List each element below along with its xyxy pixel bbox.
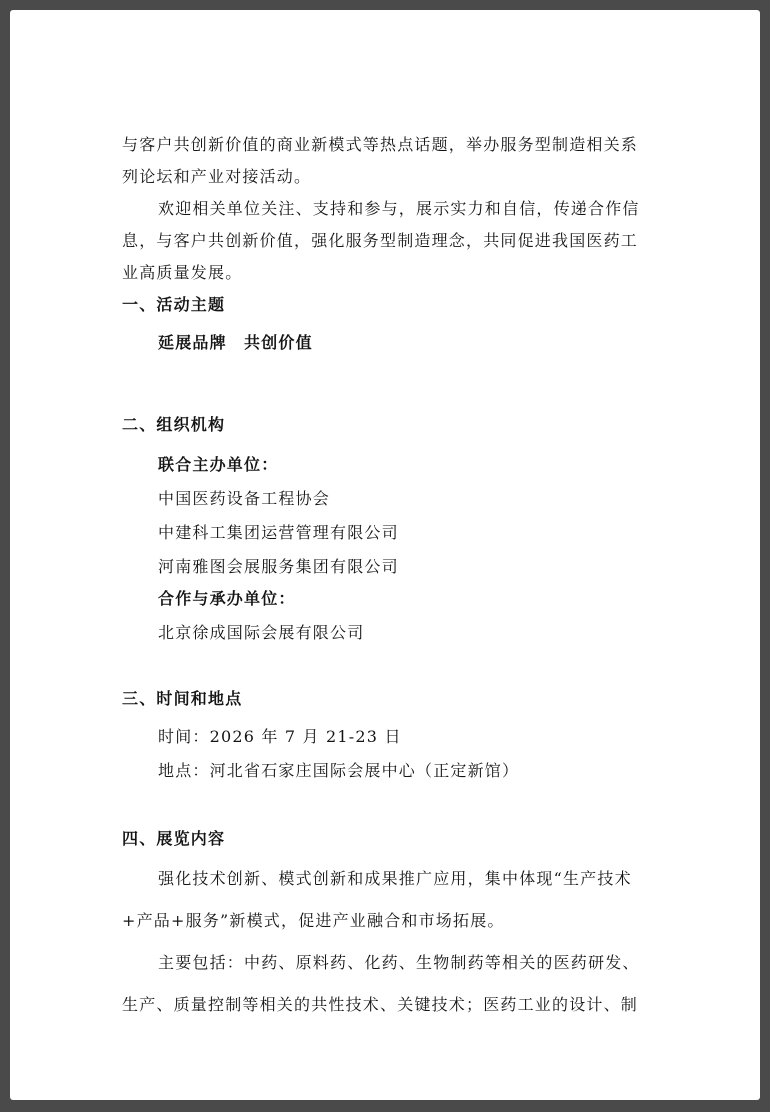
section-heading-organization: 二、组织机构	[122, 415, 226, 434]
partner-label: 合作与承办单位：	[158, 589, 296, 608]
organizers-label: 联合主办单位：	[158, 455, 279, 474]
document-body	[10, 10, 760, 1100]
exhibition-p1-line-2: +产品+服务”新模式，促进产业融合和市场拓展。	[122, 911, 505, 930]
section-heading-time-place: 三、时间和地点	[122, 689, 243, 708]
section-heading-theme: 一、活动主题	[122, 295, 226, 314]
exhibition-p2-line-2: 生产、质量控制等相关的共性技术、关键技术；医药工业的设计、制	[122, 995, 639, 1014]
exhibition-p2-line-1: 主要包括：中药、原料药、化药、生物制药等相关的医药研发、	[158, 953, 640, 972]
intro-line-4: 息，与客户共创新价值，强化服务型制造理念，共同促进我国医药工	[122, 231, 639, 250]
partner-name: 北京徐成国际会展有限公司	[158, 623, 365, 642]
organizer-item: 中国医药设备工程协会	[158, 489, 331, 508]
intro-line-1: 与客户共创新价值的商业新模式等热点话题，举办服务型制造相关系	[122, 135, 639, 154]
intro-line-2: 列论坛和产业对接活动。	[122, 167, 312, 186]
intro-line-3: 欢迎相关单位关注、支持和参与，展示实力和自信，传递合作信	[158, 199, 640, 218]
theme-text: 延展品牌 共创价值	[158, 333, 313, 352]
intro-line-5: 业高质量发展。	[122, 263, 243, 282]
document-page	[10, 10, 760, 1100]
exhibition-p1-line-1: 强化技术创新、模式创新和成果推广应用，集中体现“生产技术	[158, 869, 632, 888]
event-place: 地点：河北省石家庄国际会展中心（正定新馆）	[158, 761, 520, 780]
organizer-item: 河南雅图会展服务集团有限公司	[158, 557, 399, 576]
section-heading-exhibition: 四、展览内容	[122, 829, 226, 848]
organizer-item: 中建科工集团运营管理有限公司	[158, 523, 399, 542]
event-time: 时间：2026 年 7 月 21-23 日	[158, 727, 402, 746]
